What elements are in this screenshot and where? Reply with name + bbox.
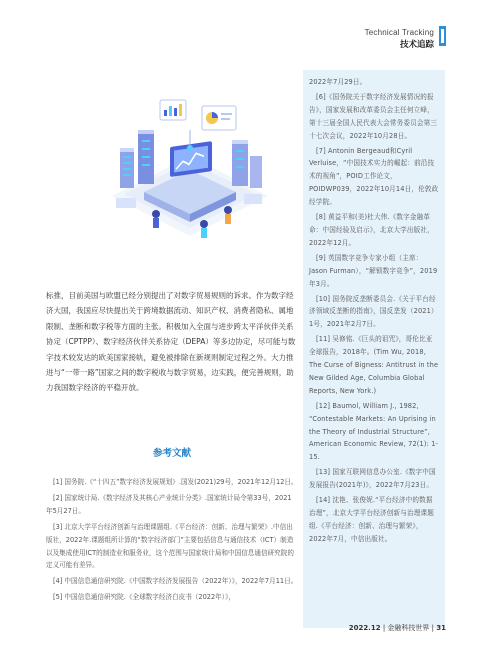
- reference-item: [6]《国务院关于数字经济发展情况的报告》，国家发展和改革委员会主任何立峰，第十三届全国人民代表大会常务委员会第三十七次会议，2022年10月28日。: [309, 92, 438, 140]
- body-paragraph: 标推，目前美国与欧盟已经分别提出了对数字贸易规则的诉求。作为数字经济大国，我国应尽快提出关于跨境数据流动、知识产权、消费者隐私、属地限制、垄断和数字税等方面的主张。积极加入全面与进步跨太平洋伙伴关系协定（CPTPP）、数字经济伙伴关系协定（DEPA）等多边协定，尽可能与数字技术较发达的欧美国家接轨，避免被排除在新规则制定过程之外。大力推进与“一带一路”国家之间的数字税收与数字贸易，边实践，便完善规则，助力我国数字经济的平稳开放。: [46, 291, 296, 393]
- isometric-data-center-illustration: [92, 86, 288, 282]
- reference-item: [4] 中国信息通信研究院.《中国数字经济发展报告（2022年）》，2022年7月11日。: [53, 577, 298, 586]
- section-title-cn: 技术追踪: [399, 40, 434, 50]
- reference-item: [9] 英国数字竞争专家小组（主席：Jason Furman），“解锁数字竞争”，2019年3月。: [309, 253, 438, 288]
- article-body: [46, 288, 298, 396]
- footer-magazine: 金融科技世界: [387, 624, 430, 632]
- section-marker-bar: [439, 26, 446, 46]
- magazine-section-header: [365, 28, 434, 50]
- reference-item: [5] 中国信息通信研究院.《全球数字经济白皮书（2022年）》，: [53, 593, 235, 602]
- references-list-left: [46, 476, 298, 607]
- reference-item: [7] Antonin Bergeaud和Cyril Verluise，“中国技术实力的崛起：前沿技术的视角”，POID工作论文，POIDWP039，2022年10月14日，伦敦政经学院。: [309, 146, 439, 207]
- reference-item: [11] 吴修铭.《巨头的诅咒》，哥伦比亚全球报告，2018年。(Tim Wu, 2018, The Curse of Bigness: Antitrust in the New Gilded Age, Columbia Global Reports, New York.): [309, 335, 439, 395]
- reference-item: [8] 黄益平和(美)杜大伟.《数字金融革命：中国经验及启示》，北京大学出版社，2022年12月。: [309, 213, 434, 247]
- footer-issue: 2022.12: [348, 624, 381, 632]
- references-list-right: [309, 76, 439, 548]
- reference-item: [3] 北京大学平台经济创新与治理课题组.《平台经济：创新、治理与繁荣》.中信出版社，2022年.课题组所计算的“数字经济部门”主要包括信息与通信技术（ICT）制造以及集成使用ICT的制造业和服务业，这个范围与国家统计局和中国信息通信研究院的定义可能有差异。: [46, 522, 294, 570]
- references-heading: 参考文献: [152, 448, 191, 459]
- page-footer: [349, 623, 446, 633]
- reference-item: [12] Baumol, William J., 1982, “Contestable Markets: An Uprising in the Theory of Industrial Structure”, American Economic Review, 72(1): 1-15.: [309, 401, 439, 462]
- section-title-en: Technical Tracking: [364, 28, 434, 37]
- reference-item: [1] 国务院.《“十四五”数字经济发展规划》.国发(2021)29号，2021年12月12日。: [53, 478, 298, 486]
- reference-item: [14] 沈艳、张俊妮.“平台经济中的数据治理”，北京大学平台经济创新与治理课题组.《平台经济：创新、治理与繁荣》，2022年7月，中信出版社。: [309, 496, 434, 543]
- footer-separator: |: [382, 624, 388, 632]
- footer-separator: |: [431, 624, 437, 632]
- reference-item: 2022年7月29日。: [309, 78, 367, 86]
- reference-item: [2] 国家统计局.《数字经济及其核心产业统计分类》.国家统计局令第33号，2021年5月27日。: [46, 493, 292, 515]
- reference-item: [10] 国务院反垄断委员会.《关于平台经济领域反垄断的指南》，国反垄发（2021）1号，2021年2月7日。: [309, 294, 438, 329]
- footer-page-number: 31: [436, 624, 446, 632]
- reference-item: [13] 国家互联网信息办公室.《数字中国发展报告(2021年)》，2022年7月23日。: [309, 468, 436, 490]
